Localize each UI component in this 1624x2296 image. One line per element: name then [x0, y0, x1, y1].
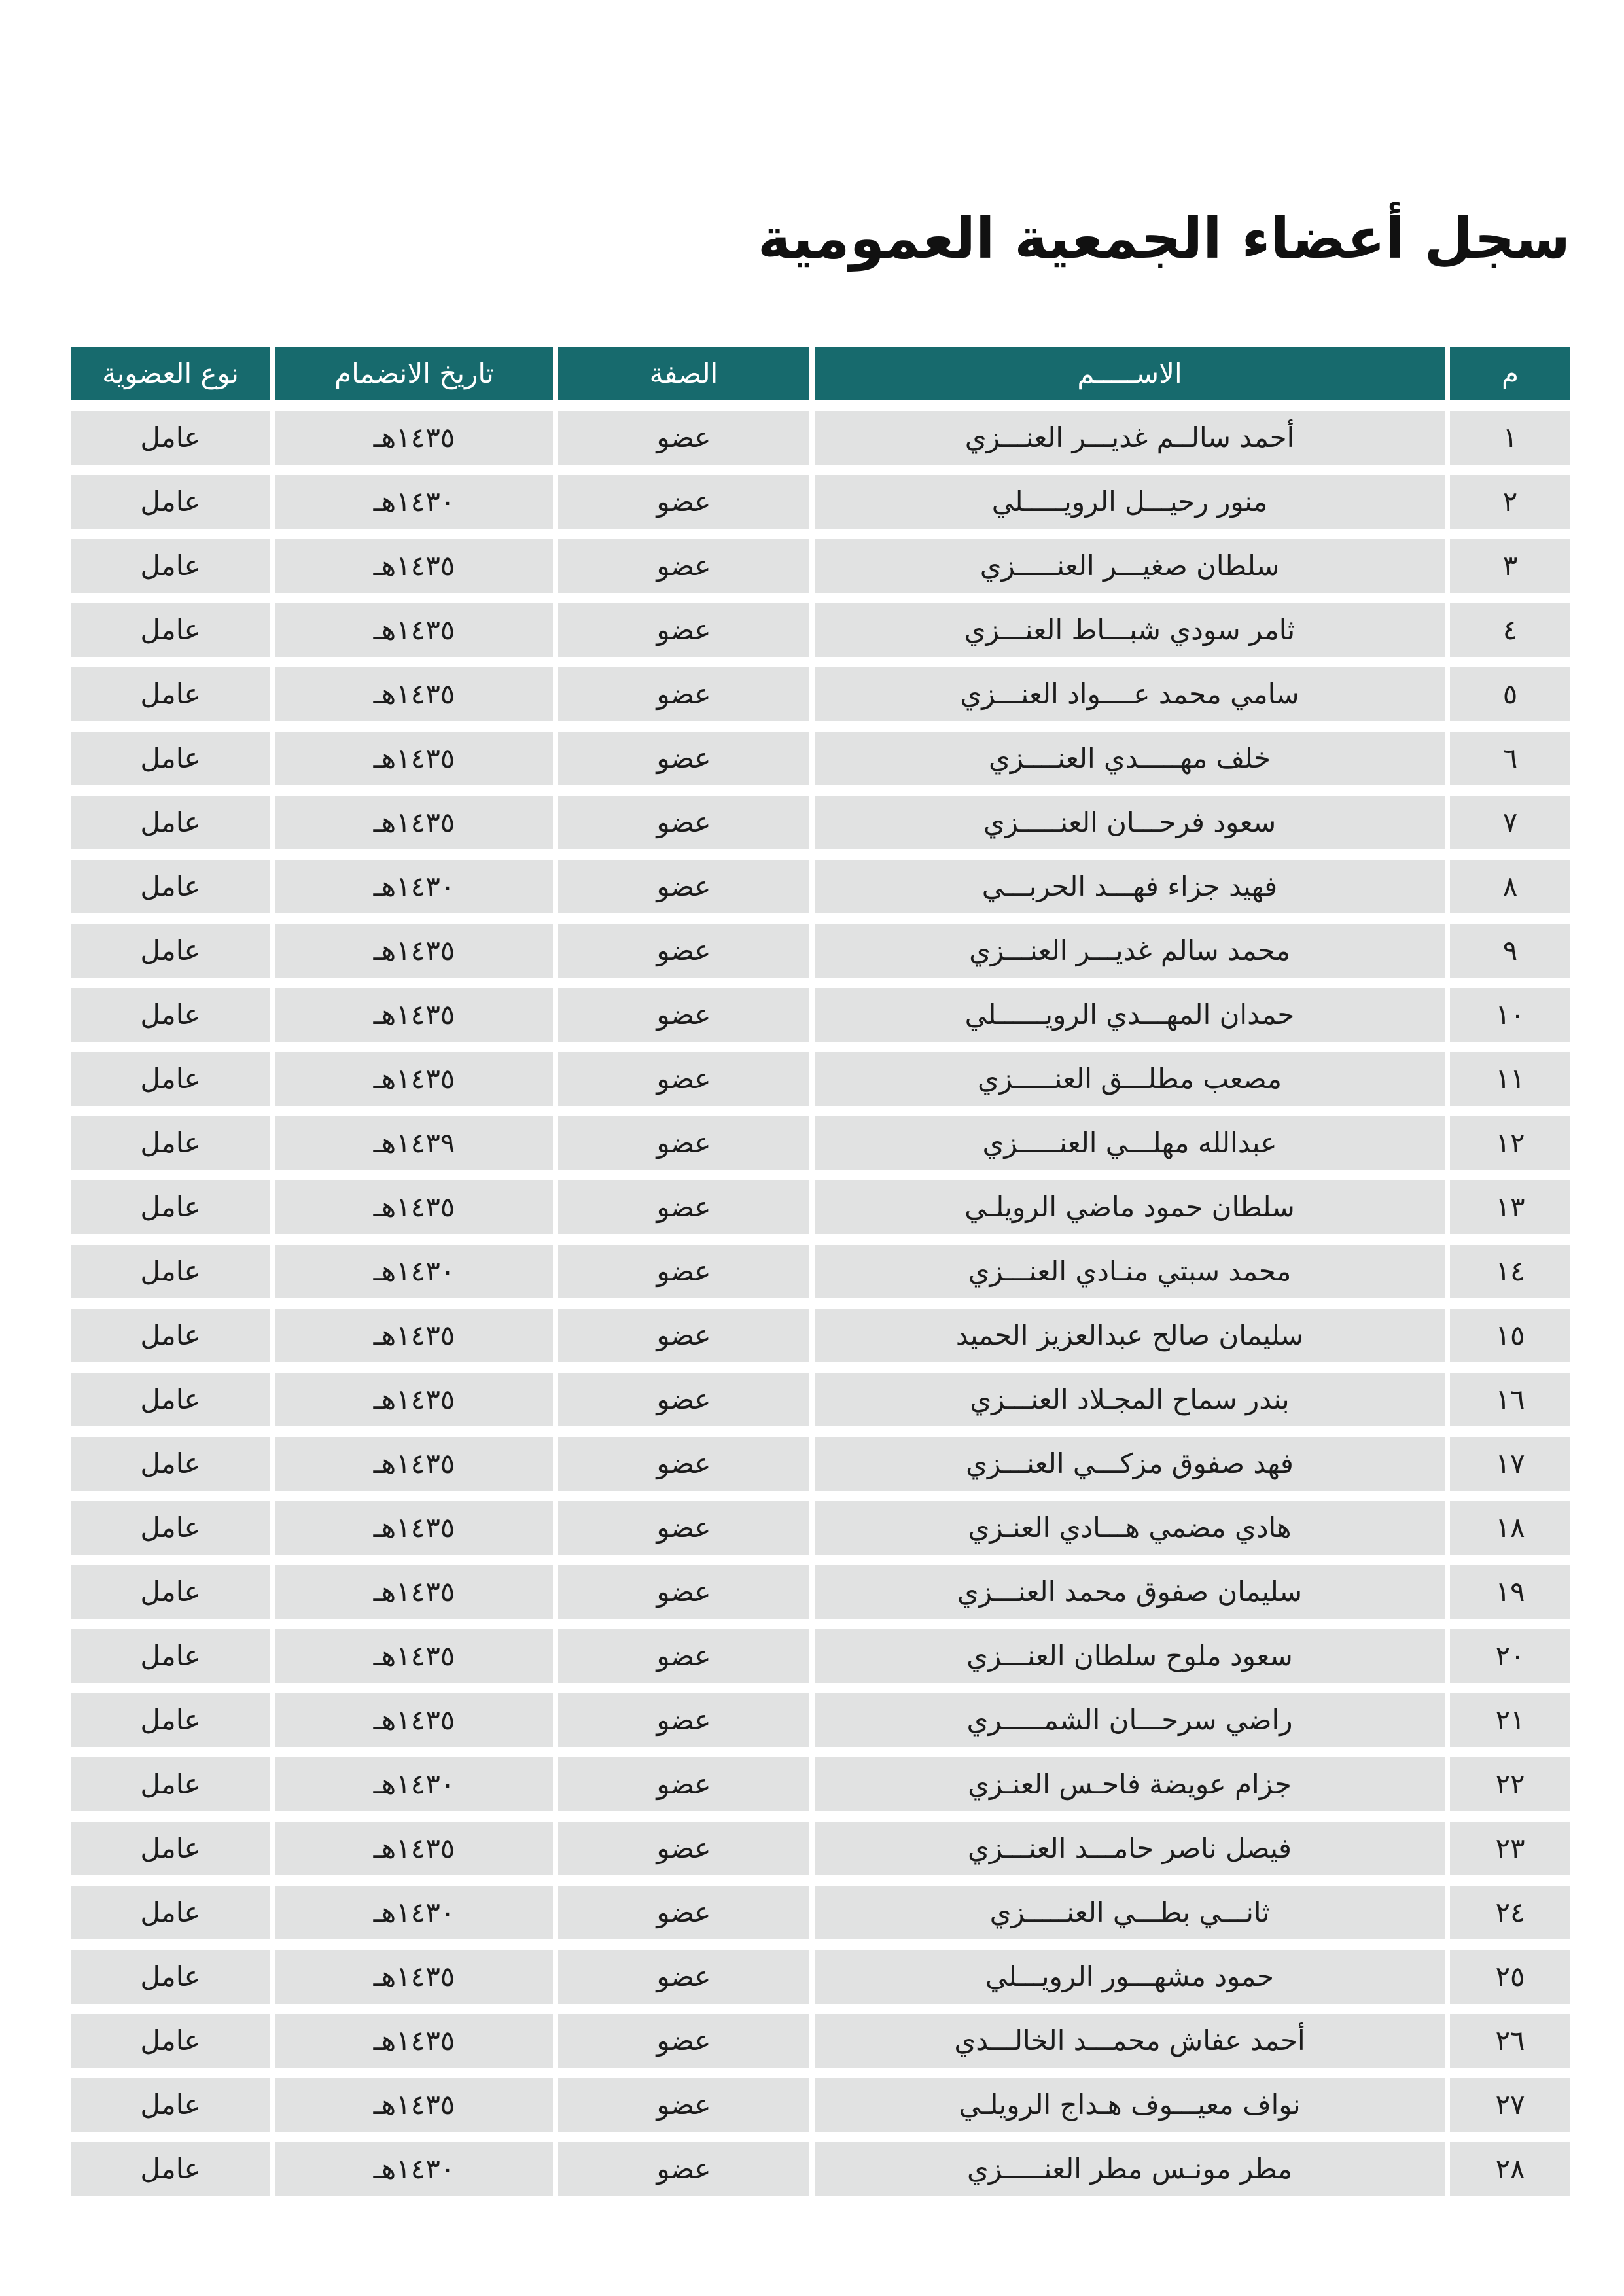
cell-join-date: ١٤٣٥هـ: [275, 1501, 553, 1555]
cell-join-date: ١٤٣٥هـ: [275, 1950, 553, 2004]
table-row: [71, 1180, 1570, 1234]
header-number: م: [1450, 347, 1570, 400]
cell-join-date: ١٤٣٠هـ: [275, 475, 553, 529]
cell-role: عضو: [558, 1950, 809, 2004]
cell-role: عضو: [558, 1373, 809, 1426]
cell-role: عضو: [558, 411, 809, 465]
table-row: [71, 1757, 1570, 1811]
cell-join-date: ١٤٣٥هـ: [275, 1693, 553, 1747]
cell-join-date: ١٤٣٥هـ: [275, 988, 553, 1042]
cell-join-date: ١٤٣٥هـ: [275, 1629, 553, 1683]
cell-number: ١: [1450, 411, 1570, 465]
cell-role: عضو: [558, 2142, 809, 2196]
cell-number: ٧: [1450, 796, 1570, 849]
cell-membership-type: عامل: [71, 988, 270, 1042]
cell-number: ١١: [1450, 1052, 1570, 1106]
cell-join-date: ١٤٣٩هـ: [275, 1116, 553, 1170]
cell-name: سليمان صفوق محمد العنـــزي: [815, 1565, 1445, 1619]
cell-role: عضو: [558, 475, 809, 529]
cell-join-date: ١٤٣٥هـ: [275, 1052, 553, 1106]
table-row: [71, 860, 1570, 913]
cell-join-date: ١٤٣٥هـ: [275, 1309, 553, 1362]
cell-role: عضو: [558, 1693, 809, 1747]
table-row: [71, 1245, 1570, 1298]
table-row: [71, 732, 1570, 785]
cell-role: عضو: [558, 603, 809, 657]
cell-membership-type: عامل: [71, 1309, 270, 1362]
table-row: [71, 1693, 1570, 1747]
cell-join-date: ١٤٣٥هـ: [275, 603, 553, 657]
table-row: [71, 2014, 1570, 2068]
cell-role: عضو: [558, 2078, 809, 2132]
cell-membership-type: عامل: [71, 1822, 270, 1875]
cell-role: عضو: [558, 1437, 809, 1491]
cell-join-date: ١٤٣٥هـ: [275, 539, 553, 593]
cell-membership-type: عامل: [71, 475, 270, 529]
cell-number: ٢١: [1450, 1693, 1570, 1747]
cell-number: ٢: [1450, 475, 1570, 529]
cell-number: ٢٠: [1450, 1629, 1570, 1683]
cell-membership-type: عامل: [71, 1757, 270, 1811]
table-row: [71, 667, 1570, 721]
cell-membership-type: عامل: [71, 732, 270, 785]
cell-number: ١٧: [1450, 1437, 1570, 1491]
cell-name: هادي مضمي هـــادي العنـزي: [815, 1501, 1445, 1555]
cell-join-date: ١٤٣٠هـ: [275, 1757, 553, 1811]
cell-number: ٤: [1450, 603, 1570, 657]
cell-name: بندر سماح المجـلاد العنـــزي: [815, 1373, 1445, 1426]
cell-join-date: ١٤٣٥هـ: [275, 1565, 553, 1619]
cell-name: ثانـــي بطـــي العنـــــزي: [815, 1886, 1445, 1939]
cell-number: ١٥: [1450, 1309, 1570, 1362]
cell-membership-type: عامل: [71, 2078, 270, 2132]
cell-number: ٢٤: [1450, 1886, 1570, 1939]
cell-join-date: ١٤٣٠هـ: [275, 1245, 553, 1298]
cell-role: عضو: [558, 732, 809, 785]
cell-name: مصعب مطلـــق العنـــــزي: [815, 1052, 1445, 1106]
cell-join-date: ١٤٣٥هـ: [275, 732, 553, 785]
cell-membership-type: عامل: [71, 1886, 270, 1939]
cell-role: عضو: [558, 1757, 809, 1811]
cell-name: محمد سبتي منـادي العنـــزي: [815, 1245, 1445, 1298]
cell-membership-type: عامل: [71, 924, 270, 978]
table-row: [71, 1116, 1570, 1170]
cell-name: سلطان حمود ماضي الرويلـي: [815, 1180, 1445, 1234]
cell-role: عضو: [558, 1309, 809, 1362]
cell-number: ٢٦: [1450, 2014, 1570, 2068]
cell-name: محمد سالم غديـــر العنـــزي: [815, 924, 1445, 978]
cell-name: جزام عويضة فاحـس العنـزي: [815, 1757, 1445, 1811]
cell-number: ٢٥: [1450, 1950, 1570, 2004]
members-table: [65, 336, 1576, 2206]
cell-role: عضو: [558, 1501, 809, 1555]
cell-number: ٣: [1450, 539, 1570, 593]
cell-membership-type: عامل: [71, 2142, 270, 2196]
cell-membership-type: عامل: [71, 411, 270, 465]
table-row: [71, 1437, 1570, 1491]
cell-join-date: ١٤٣٥هـ: [275, 2014, 553, 2068]
cell-name: فيصل ناصر حامـــد العنـــزي: [815, 1822, 1445, 1875]
cell-join-date: ١٤٣٠هـ: [275, 1886, 553, 1939]
cell-membership-type: عامل: [71, 603, 270, 657]
cell-membership-type: عامل: [71, 1693, 270, 1747]
cell-name: سامي محمد عــــواد العنـــزي: [815, 667, 1445, 721]
table-row: [71, 411, 1570, 465]
cell-name: فهد صفوق مزكـــي العنـــزي: [815, 1437, 1445, 1491]
cell-join-date: ١٤٣٥هـ: [275, 924, 553, 978]
cell-membership-type: عامل: [71, 1565, 270, 1619]
cell-join-date: ١٤٣٥هـ: [275, 1822, 553, 1875]
header-name: الاســـــم: [815, 347, 1445, 400]
cell-name: أحمد سالــم غديـــر العنـــزي: [815, 411, 1445, 465]
cell-name: سليمان صالح عبدالعزيز الحميد: [815, 1309, 1445, 1362]
cell-role: عضو: [558, 860, 809, 913]
cell-number: ١٤: [1450, 1245, 1570, 1298]
cell-role: عضو: [558, 1180, 809, 1234]
cell-number: ٢٧: [1450, 2078, 1570, 2132]
cell-number: ٨: [1450, 860, 1570, 913]
table-row: [71, 1501, 1570, 1555]
cell-number: ١٠: [1450, 988, 1570, 1042]
cell-name: سلطان صغيـــر العنـــــزي: [815, 539, 1445, 593]
cell-membership-type: عامل: [71, 1180, 270, 1234]
table-row: [71, 1052, 1570, 1106]
cell-membership-type: عامل: [71, 1373, 270, 1426]
cell-join-date: ١٤٣٥هـ: [275, 1437, 553, 1491]
table-row: [71, 1886, 1570, 1939]
cell-role: عضو: [558, 796, 809, 849]
table-row: [71, 1309, 1570, 1362]
cell-name: خلف مهـــــدي العنــــزي: [815, 732, 1445, 785]
table-row: [71, 2142, 1570, 2196]
table-row: [71, 988, 1570, 1042]
cell-name: حمدان المهـــدي الرويــــــلي: [815, 988, 1445, 1042]
table-header-row: [71, 347, 1570, 400]
cell-role: عضو: [558, 2014, 809, 2068]
members-table-body: [71, 411, 1570, 2196]
cell-number: ٥: [1450, 667, 1570, 721]
cell-membership-type: عامل: [71, 796, 270, 849]
table-row: [71, 1373, 1570, 1426]
cell-role: عضو: [558, 988, 809, 1042]
table-row: [71, 539, 1570, 593]
cell-number: ١٢: [1450, 1116, 1570, 1170]
cell-name: نواف معيـــوف هـداج الرويلـي: [815, 2078, 1445, 2132]
cell-number: ٦: [1450, 732, 1570, 785]
cell-membership-type: عامل: [71, 1950, 270, 2004]
table-row: [71, 1950, 1570, 2004]
cell-join-date: ١٤٣٥هـ: [275, 1373, 553, 1426]
cell-name: ثامر سودي شبـــاط العنـــزي: [815, 603, 1445, 657]
cell-membership-type: عامل: [71, 1116, 270, 1170]
cell-name: منور رحيـــل الرويـــــلي: [815, 475, 1445, 529]
cell-join-date: ١٤٣٥هـ: [275, 2078, 553, 2132]
cell-join-date: ١٤٣٥هـ: [275, 667, 553, 721]
cell-role: عضو: [558, 1245, 809, 1298]
cell-number: ١٩: [1450, 1565, 1570, 1619]
cell-number: ١٦: [1450, 1373, 1570, 1426]
header-join-date: تاريخ الانضمام: [275, 347, 553, 400]
cell-number: ١٣: [1450, 1180, 1570, 1234]
page-title: سجل أعضاء الجمعية العمومية: [758, 206, 1570, 272]
cell-name: عبدالله مهلـــي العنـــــزي: [815, 1116, 1445, 1170]
cell-name: مطر مونـس مطر العنـــــزي: [815, 2142, 1445, 2196]
cell-role: عضو: [558, 667, 809, 721]
cell-membership-type: عامل: [71, 667, 270, 721]
cell-membership-type: عامل: [71, 1629, 270, 1683]
cell-membership-type: عامل: [71, 2014, 270, 2068]
cell-join-date: ١٤٣٥هـ: [275, 1180, 553, 1234]
members-table-container: [65, 347, 1570, 2196]
cell-number: ٢٨: [1450, 2142, 1570, 2196]
cell-number: ٩: [1450, 924, 1570, 978]
cell-role: عضو: [558, 1565, 809, 1619]
table-row: [71, 475, 1570, 529]
cell-role: عضو: [558, 1822, 809, 1875]
cell-name: سعود فرحـــان العنـــــزي: [815, 796, 1445, 849]
cell-role: عضو: [558, 1116, 809, 1170]
table-row: [71, 1822, 1570, 1875]
table-row: [71, 1565, 1570, 1619]
table-row: [71, 603, 1570, 657]
cell-name: حمود مشهـــور الرويـــلي: [815, 1950, 1445, 2004]
cell-membership-type: عامل: [71, 1052, 270, 1106]
cell-role: عضو: [558, 1629, 809, 1683]
table-row: [71, 2078, 1570, 2132]
cell-number: ٢٢: [1450, 1757, 1570, 1811]
cell-name: سعود ملوح سلطان العنـــزي: [815, 1629, 1445, 1683]
header-membership-type: نوع العضوية: [71, 347, 270, 400]
cell-membership-type: عامل: [71, 539, 270, 593]
cell-name: فهيد جزاء فهـــد الحربـــي: [815, 860, 1445, 913]
cell-role: عضو: [558, 924, 809, 978]
cell-name: راضي سرحـــان الشمـــــري: [815, 1693, 1445, 1747]
cell-membership-type: عامل: [71, 1501, 270, 1555]
cell-join-date: ١٤٣٥هـ: [275, 411, 553, 465]
cell-membership-type: عامل: [71, 860, 270, 913]
cell-name: أحمد عفاش محمـــد الخالـــدي: [815, 2014, 1445, 2068]
cell-role: عضو: [558, 539, 809, 593]
table-row: [71, 1629, 1570, 1683]
cell-role: عضو: [558, 1052, 809, 1106]
cell-number: ٢٣: [1450, 1822, 1570, 1875]
cell-membership-type: عامل: [71, 1245, 270, 1298]
cell-join-date: ١٤٣٥هـ: [275, 796, 553, 849]
cell-join-date: ١٤٣٠هـ: [275, 2142, 553, 2196]
cell-membership-type: عامل: [71, 1437, 270, 1491]
header-role: الصفة: [558, 347, 809, 400]
cell-join-date: ١٤٣٠هـ: [275, 860, 553, 913]
cell-role: عضو: [558, 1886, 809, 1939]
cell-number: ١٨: [1450, 1501, 1570, 1555]
table-row: [71, 796, 1570, 849]
table-row: [71, 924, 1570, 978]
